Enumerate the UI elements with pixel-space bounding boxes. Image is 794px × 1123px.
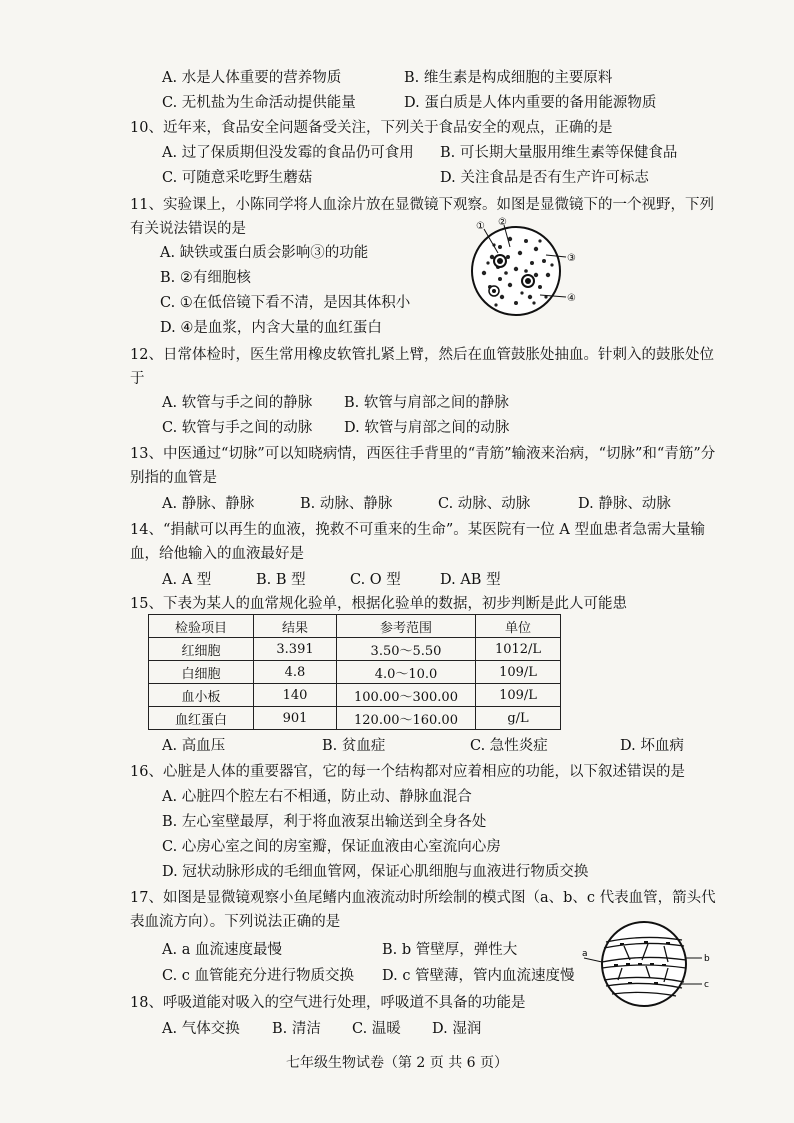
label-3: ③ — [567, 253, 576, 264]
q18-option-a: A. 气体交换 — [162, 1021, 240, 1037]
q18-option-d: D. 湿润 — [432, 1021, 482, 1037]
label-b: b — [704, 954, 710, 964]
q9-option-c: C. 无机盐为生命活动提供能量 — [162, 95, 356, 111]
table-row — [149, 661, 561, 684]
table-cell: 4.0～10.0 — [337, 661, 476, 684]
q17-option-d: D. c 管壁薄，管内血流速度慢 — [382, 968, 575, 984]
table-cell: 1012/L — [476, 638, 561, 661]
q13-option-d: D. 静脉、动脉 — [578, 496, 671, 512]
q11-option-d: D. ④是血浆，内含大量的血红蛋白 — [160, 320, 382, 336]
q14-stem-line2: 血，给他输入的血液最好是 — [130, 546, 304, 562]
q16-option-b: B. 左心室壁最厚，利于将血液泵出输送到全身各处 — [162, 814, 487, 830]
q17-stem-line1: 17、如图是显微镜观察小鱼尾鳍内血液流动时所绘制的模式图（a、b、c 代表血管，箭头代 — [130, 890, 716, 906]
label-1: ① — [476, 221, 485, 232]
table-cell: 红细胞 — [149, 638, 254, 661]
q9-option-b: B. 维生素是构成细胞的主要原料 — [404, 70, 613, 86]
q16-stem: 16、心脏是人体的重要器官，它的每一个结构都对应着相应的功能，以下叙述错误的是 — [130, 764, 685, 780]
table-cell: 100.00～300.00 — [337, 684, 476, 707]
blood-smear-figure — [470, 217, 590, 327]
q15-option-b: B. 贫血症 — [322, 738, 386, 754]
fish-tail-bloodflow-figure — [584, 918, 714, 1010]
q13-option-b: B. 动脉、静脉 — [300, 496, 393, 512]
q13-stem-line2: 别指的血管是 — [130, 470, 217, 486]
q12-stem-line2: 于 — [130, 371, 145, 387]
q10-option-a: A. 过了保质期但没发霉的食品仍可食用 — [162, 145, 414, 161]
q9-option-d: D. 蛋白质是人体内重要的备用能源物质 — [404, 95, 657, 111]
table-cell: 109/L — [476, 684, 561, 707]
q14-option-b: B. B 型 — [256, 572, 306, 588]
q14-option-a: A. A 型 — [162, 572, 212, 588]
table-cell: 140 — [254, 684, 337, 707]
q14-option-c: C. O 型 — [350, 572, 401, 588]
q12-stem-line1: 12、日常体检时，医生常用橡皮软管扎紧上臂，然后在血管鼓胀处抽血。针刺入的鼓胀处位 — [130, 347, 714, 363]
q14-stem-line1: 14、“捐献可以再生的血液，挽救不可重来的生命”。某医院有一位 A 型血患者急需大量输 — [130, 522, 705, 538]
table-row — [149, 684, 561, 707]
q17-option-a: A. a 血流速度最慢 — [162, 942, 282, 958]
table-header: 检验项目 — [149, 615, 254, 638]
q11-option-c: C. ①在低倍镜下看不清，是因其体积小 — [160, 295, 411, 311]
q10-stem: 10、近年来，食品安全问题备受关注，下列关于食品安全的观点，正确的是 — [130, 120, 613, 136]
page-footer: 七年级生物试卷（第 2 页 共 6 页） — [285, 1055, 509, 1071]
q14-option-d: D. AB 型 — [440, 572, 501, 588]
q10-option-c: C. 可随意采吃野生蘑菇 — [162, 170, 313, 186]
table-row — [149, 707, 561, 730]
q18-option-b: B. 清洁 — [272, 1021, 321, 1037]
q15-option-a: A. 高血压 — [162, 738, 226, 754]
q13-stem-line1: 13、中医通过“切脉”可以知晓病情，西医往手背里的“青筋”输液来治病，“切脉”和“青筋”分 — [130, 446, 716, 462]
q12-option-d: D. 软管与肩部之间的动脉 — [344, 420, 510, 436]
table-cell: 3.50～5.50 — [337, 638, 476, 661]
q13-option-a: A. 静脉、静脉 — [162, 496, 255, 512]
q18-stem: 18、呼吸道能对吸入的空气进行处理，呼吸道不具备的功能是 — [130, 995, 526, 1011]
table-row — [149, 638, 561, 661]
label-4: ④ — [567, 293, 576, 304]
table-cell: 120.00～160.00 — [337, 707, 476, 730]
q13-option-c: C. 动脉、动脉 — [438, 496, 531, 512]
table-cell: 4.8 — [254, 661, 337, 684]
q15-stem: 15、下表为某人的血常规化验单，根据化验单的数据，初步判断是此人可能患 — [130, 596, 627, 612]
table-cell: g/L — [476, 707, 561, 730]
q11-stem-line1: 11、实验课上，小陈同学将人血涂片放在显微镜下观察。如图是显微镜下的一个视野，下列 — [130, 197, 714, 213]
q11-stem-line2: 有关说法错误的是 — [130, 221, 246, 237]
table-header: 单位 — [476, 615, 561, 638]
table-header: 结果 — [254, 615, 337, 638]
q17-option-c: C. c 血管能充分进行物质交换 — [162, 968, 355, 984]
q16-option-d: D. 冠状动脉形成的毛细血管网，保证心肌细胞与血液进行物质交换 — [162, 864, 589, 880]
q17-option-b: B. b 管壁厚，弹性大 — [382, 942, 518, 958]
table-cell: 109/L — [476, 661, 561, 684]
q15-option-d: D. 坏血病 — [620, 738, 684, 754]
label-2: ② — [498, 217, 507, 228]
label-c: c — [704, 980, 709, 990]
q16-option-c: C. 心房心室之间的房室瓣，保证血液由心室流向心房 — [162, 839, 501, 855]
q11-option-b: B. ②有细胞核 — [160, 270, 251, 286]
q12-option-c: C. 软管与手之间的动脉 — [162, 420, 313, 436]
table-cell: 白细胞 — [149, 661, 254, 684]
q17-stem-line2: 表血流方向）。下列说法正确的是 — [130, 914, 341, 930]
q11-option-a: A. 缺铁或蛋白质会影响③的功能 — [160, 245, 369, 261]
q9-option-a: A. 水是人体重要的营养物质 — [162, 70, 342, 86]
table-cell: 血小板 — [149, 684, 254, 707]
blood-test-table — [148, 614, 561, 730]
q15-option-c: C. 急性炎症 — [470, 738, 548, 754]
label-a: a — [582, 949, 588, 959]
table-header: 参考范围 — [337, 615, 476, 638]
table-header-row — [149, 615, 561, 638]
q18-option-c: C. 温暖 — [352, 1021, 401, 1037]
q10-option-b: B. 可长期大量服用维生素等保健食品 — [440, 145, 678, 161]
q10-option-d: D. 关注食品是否有生产许可标志 — [440, 170, 649, 186]
q12-option-b: B. 软管与肩部之间的静脉 — [344, 395, 509, 411]
table-cell: 3.391 — [254, 638, 337, 661]
table-cell: 血红蛋白 — [149, 707, 254, 730]
table-cell: 901 — [254, 707, 337, 730]
q16-option-a: A. 心脏四个腔左右不相通，防止动、静脉血混合 — [162, 789, 472, 805]
q12-option-a: A. 软管与手之间的静脉 — [162, 395, 313, 411]
